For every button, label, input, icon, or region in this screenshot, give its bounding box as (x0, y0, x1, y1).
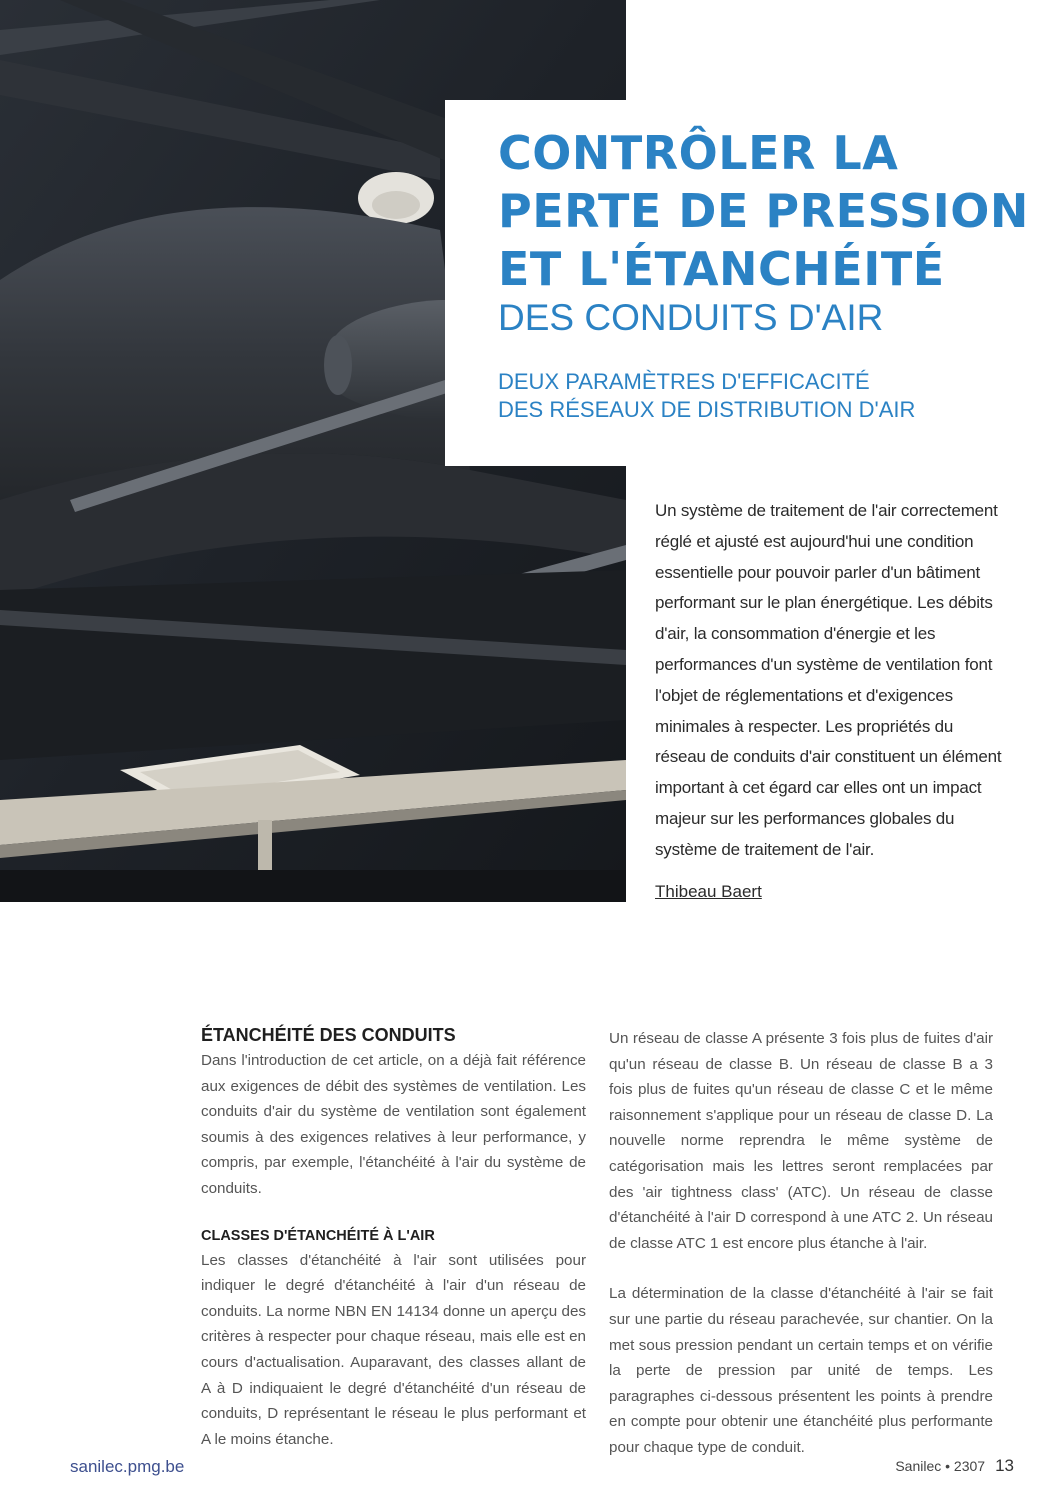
footer-issue (895, 1456, 1014, 1476)
body-paragraph: Un réseau de classe A présente 3 fois plus de fuites d'air qu'un réseau de classe B. Un réseau de classe B a 3 fois plus de fuites qu'un réseau de classe C et le même raisonnement s'applique pour un réseau de classe D. La nouvelle norme reprendra le même système de catégorisation mais les lettres seront remplacées par des 'air tightness class' (ATC). Un réseau de classe d'étanchéité à l'air D correspond à une ATC 2. Un réseau de classe ATC 1 est encore plus étanche à l'air. (609, 1030, 993, 1252)
title-line-3: ET L'ÉTANCHÉITÉ (498, 242, 945, 296)
page-title (498, 124, 1038, 298)
section-heading: ÉTANCHÉITÉ DES CONDUITS (201, 1025, 456, 1045)
body-column-right (609, 1026, 993, 1461)
title-line-2: PERTE DE PRESSION (498, 184, 1029, 238)
title-line-4: DES CONDUITS D'AIR (498, 297, 884, 338)
subtitle-line-2: DES RÉSEAUX DE DISTRIBUTION D'AIR (498, 397, 916, 422)
body-paragraph: Dans l'introduction de cet article, on a déjà fait référence aux exigences de débit des systèmes de ventilation. Les conduits d'air du système de ventilation sont également soumis à des exigences relatives à leur performance, y compris, par exemple, l'étanchéité à l'air du système de conduits. (201, 1052, 586, 1197)
subsection-heading: CLASSES D'ÉTANCHÉITÉ À L'AIR (201, 1227, 435, 1244)
body-column-left (201, 1022, 586, 1452)
subtitle-line-1: DEUX PARAMÈTRES D'EFFICACITÉ (498, 369, 870, 394)
issue-label: Sanilec • 2307 (895, 1458, 986, 1474)
subtitle (498, 368, 1038, 424)
body-paragraph: Les classes d'étanchéité à l'air sont utilisées pour indiquer le degré d'étanchéité à l'air d'un réseau de conduits. La norme NBN EN 14134 donne un aperçu des critères à respecter pour chaque réseau, mais elle est en cours d'actualisation. Auparavant, des classes allant de A à D indiquaient le degré d'étanchéité d'un réseau de conduits, D représentant le réseau le plus performant et A le moins étanche. (201, 1251, 586, 1448)
intro-paragraph: Un système de traitement de l'air correctement réglé et ajusté est aujourd'hui une condition essentielle pour pouvoir parler d'un bâtiment performant sur le plan énergétique. Les débits d'air, la consommation d'énergie et les performances d'un système de ventilation font l'objet de réglementations et d'exigences minimales à respecter. Les propriétés du réseau de conduits d'air constituent un élément important à cet égard car elles ont un impact majeur sur les performances globales du système de traitement de l'air. (655, 501, 1002, 859)
page-number: 13 (995, 1456, 1014, 1475)
body-paragraph: La détermination de la classe d'étanchéité à l'air se fait sur une partie du réseau parachevée, sur chantier. On la met sous pression pendant un certain temps et on vérifie la perte de pression par unité de temps. Les paragraphes ci-dessous présentent les points à prendre en compte pour obtenir une étanchéité plus performante pour chaque type de conduit. (609, 1285, 993, 1456)
author-link[interactable]: Thibeau Baert (655, 882, 762, 901)
title-line-1: CONTRÔLER LA (498, 126, 899, 180)
footer-site-link[interactable]: sanilec.pmg.be (70, 1457, 185, 1476)
